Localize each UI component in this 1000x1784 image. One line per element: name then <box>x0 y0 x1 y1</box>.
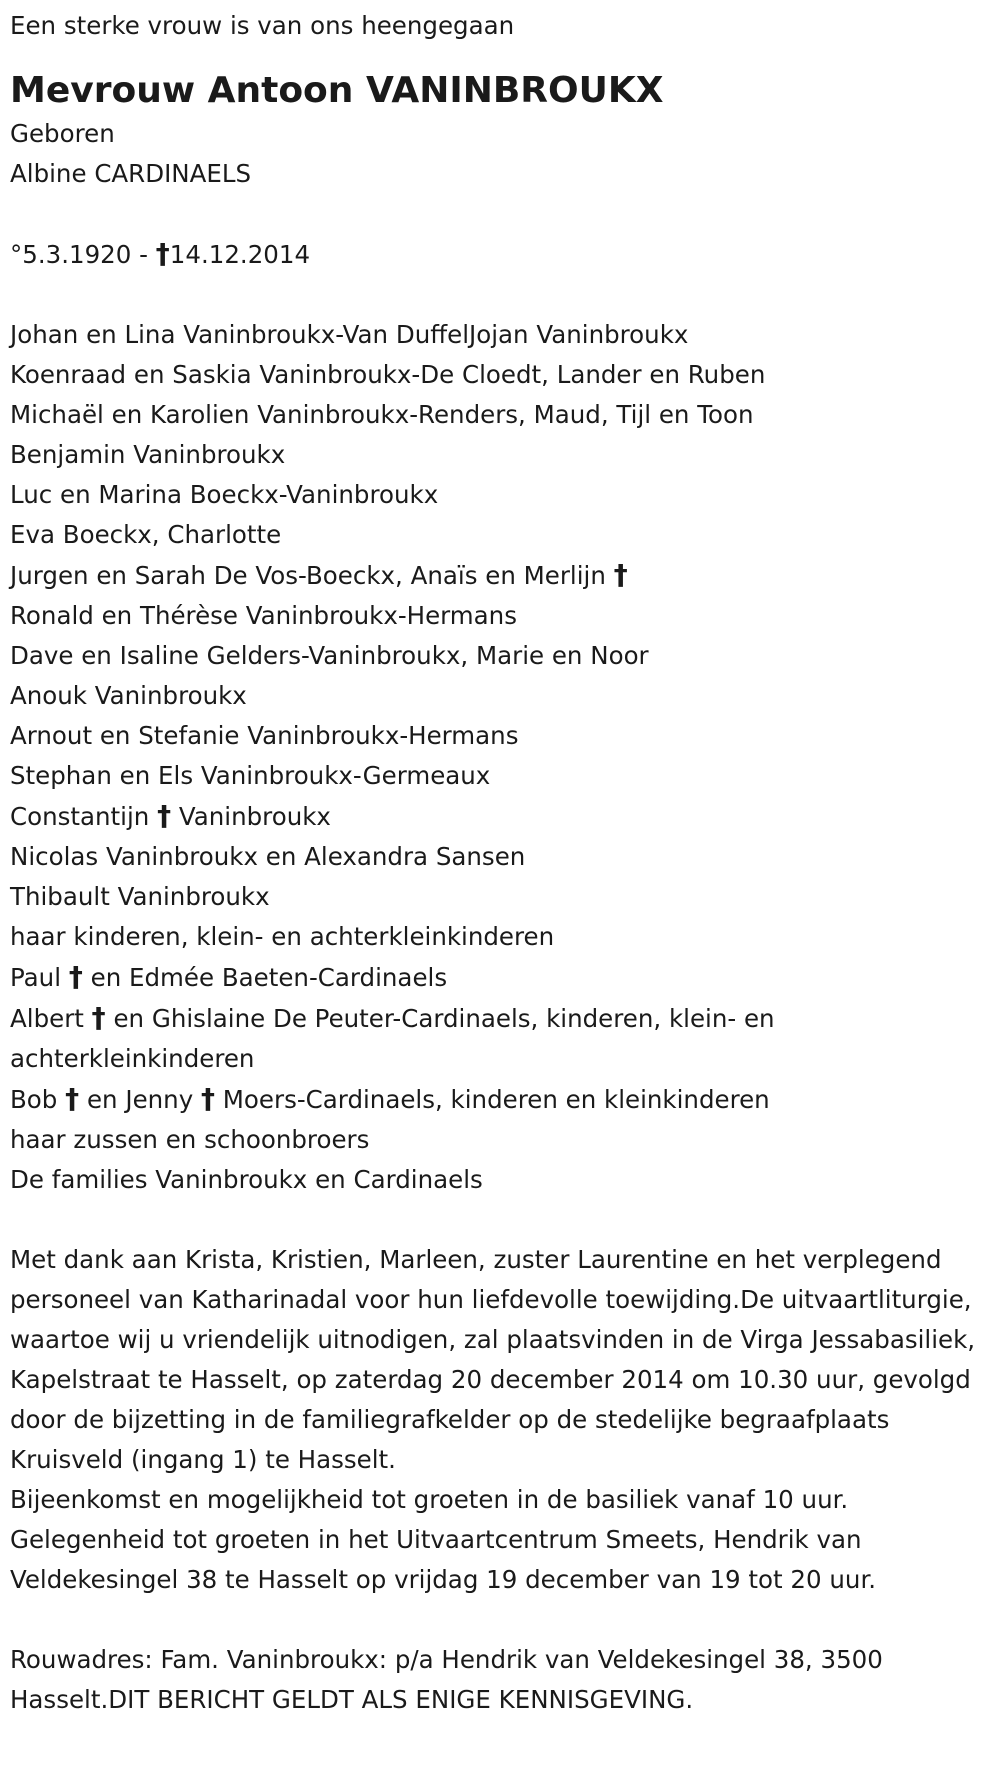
family-line: Dave en Isaline Gelders-Vaninbroukx, Marie en Noor <box>10 641 649 670</box>
thanks-and-funeral-paragraph: Met dank aan Krista, Kristien, Marleen, zuster Laurentine en het verplegend personeel van Katharinadal voor hun liefdevolle toewijding.De uitvaartliturgie, waartoe wij u vriendelijk uitnodigen, zal plaatsvinden in de Virga Jessabasiliek, Kapelstraat te Hasselt, op zaterdag 20 december 2014 om 10.30 uur, gevolgd door de bijzetting in de familiegrafkelder op de stedelijke begraafplaats Kruisveld (ingang 1) te Hasselt. <box>10 1245 976 1474</box>
family-line: De families Vaninbroukx en Cardinaels <box>10 1165 483 1194</box>
cross-icon: † <box>91 1001 106 1034</box>
cross-icon: † <box>65 1082 80 1115</box>
spacer <box>10 1600 990 1640</box>
family-line <box>10 957 990 998</box>
cross-icon: † <box>201 1082 215 1115</box>
family-line-text: en Edmée Baeten-Cardinaels <box>90 963 448 992</box>
family-line: achterkleinkinderen <box>10 1044 255 1073</box>
family-line-text: en Jenny <box>86 1085 194 1114</box>
born-label: Geboren <box>10 119 115 148</box>
family-line: Luc en Marina Boeckx-Vaninbroukx <box>10 480 439 509</box>
family-line: Stephan en Els Vaninbroukx-Germeaux <box>10 761 491 790</box>
family-line: Ronald en Thérèse Vaninbroukx-Hermans <box>10 601 517 630</box>
death-date: 14.12.2014 <box>169 240 311 269</box>
family-line: Anouk Vaninbroukx <box>10 681 247 710</box>
family-line <box>10 998 990 1039</box>
visitation-paragraph: Gelegenheid tot groeten in het Uitvaartcentrum Smeets, Hendrik van Veldekesingel 38 te Hasselt op vrijdag 19 december van 19 tot 20 uur. <box>10 1525 877 1594</box>
family-line: Nicolas Vaninbroukx en Alexandra Sansen <box>10 842 526 871</box>
family-line <box>10 796 990 837</box>
cross-icon: † <box>155 237 170 270</box>
family-line-text: Moers-Cardinaels, kinderen en kleinkinderen <box>222 1085 770 1114</box>
life-dates <box>10 234 990 275</box>
family-line-text: Jurgen en Sarah De Vos-Boeckx, Anaïs en Merlijn <box>10 561 606 590</box>
family-line: Benjamin Vaninbroukx <box>10 440 286 469</box>
family-line: Arnout en Stefanie Vaninbroukx-Hermans <box>10 721 519 750</box>
spacer <box>10 194 990 234</box>
family-line: Johan en Lina Vaninbroukx-Van DuffelJojan Vaninbroukx <box>10 320 689 349</box>
family-line: Eva Boeckx, Charlotte <box>10 520 282 549</box>
spacer <box>10 1200 990 1240</box>
birth-date: °5.3.1920 - <box>10 240 148 269</box>
family-line-text: Constantijn <box>10 802 150 831</box>
family-line: haar kinderen, klein- en achterkleinkinderen <box>10 922 555 951</box>
family-line <box>10 555 990 596</box>
family-line: Koenraad en Saskia Vaninbroukx-De Cloedt, Lander en Ruben <box>10 360 766 389</box>
family-line: Michaël en Karolien Vaninbroukx-Renders, Maud, Tijl en Toon <box>10 400 754 429</box>
family-line-text: Bob <box>10 1085 58 1114</box>
family-line: Thibault Vaninbroukx <box>10 882 270 911</box>
family-list <box>10 315 990 1200</box>
family-line: haar zussen en schoonbroers <box>10 1125 370 1154</box>
cross-icon: † <box>68 960 83 993</box>
family-line-text: Paul <box>10 963 62 992</box>
intro-text: Een sterke vrouw is van ons heengegaan <box>10 11 515 40</box>
address-paragraph: Rouwadres: Fam. Vaninbroukx: p/a Hendrik van Veldekesingel 38, 3500 Hasselt.DIT BERICHT GELDT ALS ENIGE KENNISGEVING. <box>10 1645 883 1714</box>
family-line-text: en Ghislaine De Peuter-Cardinaels, kinderen, klein- en <box>113 1004 775 1033</box>
family-line <box>10 1079 990 1120</box>
family-line-text: Vaninbroukx <box>178 802 331 831</box>
cross-icon: † <box>613 558 628 591</box>
spacer <box>10 275 990 315</box>
cross-icon: † <box>157 799 172 832</box>
family-line-text: Albert <box>10 1004 84 1033</box>
maiden-name: Albine CARDINAELS <box>10 159 252 188</box>
deceased-name: Mevrouw Antoon VANINBROUKX <box>10 70 664 111</box>
gathering-paragraph: Bijeenkomst en mogelijkheid tot groeten in de basiliek vanaf 10 uur. <box>10 1485 849 1514</box>
